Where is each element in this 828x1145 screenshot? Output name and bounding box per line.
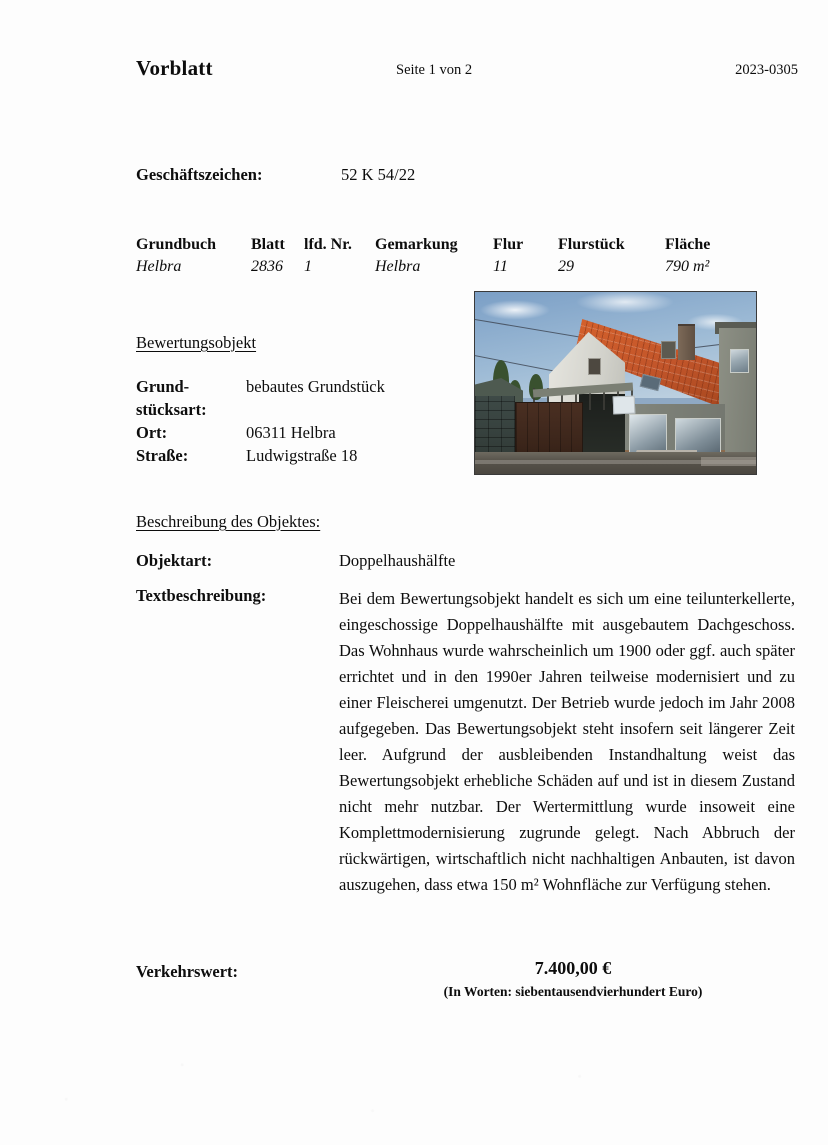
column-header-grundbuch: Grundbuch — [136, 236, 217, 253]
chimney — [678, 324, 695, 360]
field-row-ort — [136, 421, 466, 444]
property-photograph — [474, 291, 757, 475]
case-number-row — [136, 165, 636, 189]
field-row-strasse — [136, 444, 466, 467]
market-value-amount: 7.400,00 € — [534, 958, 612, 978]
page-header — [136, 56, 798, 88]
table-cell-lfd-nr: 1 — [304, 258, 312, 275]
object-type-label: Objektart: — [136, 551, 213, 570]
window — [661, 341, 676, 359]
column-header-flurstueck: Flurstück — [558, 236, 625, 253]
object-type-value: Doppelhaushälfte — [339, 551, 456, 570]
field-label-grundstuecksart — [136, 375, 246, 421]
table-cell-flur: 11 — [493, 258, 508, 275]
field-label-ort: Ort: — [136, 423, 168, 442]
text-description-body: Bei dem Bewertungsobjekt handelt es sich um eine teilunterkellerte, eingeschossige Doppelhaushälfte mit ausgebautem Dachgeschoss. Das Wohnhaus wurde wahrscheinlich um 1900 oder ggf. auch später errichtet und in den 1990er Jahren teilweise modernisiert und zu einer Fleischerei umgenutzt. Der Betrieb wurde jedoch im Jahr 2008 aufgegeben. Das Bewertungsobjekt steht insofern seit längerer Zeit leer. Aufgrund der ausbleibenden Instandhaltung weist das Bewertungsobjekt erhebliche Schäden auf und ist in diesem Zustand nicht mehr nutzbar. Der Wertermittlung wurde insoweit eine Komplettmodernisierung zugrunde gelegt. Nach Abbruch der rückwärtigen, wirtschaftlich nicht nachhaltigen Anbauten, ist davon auszugehen, dass etwa 150 m² Wohnfläche zur Verfügung stehen. — [339, 589, 795, 894]
valuation-object-heading: Bewertungsobjekt — [136, 333, 257, 352]
table-cell-blatt: 2836 — [251, 258, 283, 275]
column-header-gemarkung: Gemarkung — [375, 236, 458, 253]
page-title: Vorblatt — [136, 56, 213, 80]
case-number-value: 52 K 54/22 — [341, 165, 416, 184]
column-header-blatt: Blatt — [251, 236, 285, 253]
table-cell-gemarkung: Helbra — [375, 258, 421, 275]
table-cell-flurstueck: 29 — [558, 258, 574, 275]
table-cell-grundbuch: Helbra — [136, 258, 182, 275]
field-value-strasse: Ludwigstraße 18 — [246, 446, 358, 465]
description-heading: Beschreibung des Objektes: — [136, 512, 321, 531]
market-value-in-words: (In Worten: siebentausendvierhundert Euro) — [443, 984, 703, 999]
text-description-label: Textbeschreibung: — [136, 586, 267, 605]
field-label-line-1: Grund- — [136, 377, 190, 396]
wall-sign — [613, 396, 636, 415]
column-header-flur: Flur — [493, 236, 524, 253]
pavement-patch — [701, 457, 756, 466]
page-indicator: Seite 1 von 2 — [396, 62, 473, 78]
description-section — [136, 512, 556, 532]
document-reference: 2023-0305 — [735, 62, 798, 78]
table-cell-flaeche: 790 m² — [665, 258, 710, 275]
valuation-object-section — [136, 333, 456, 353]
field-value-ort: 06311 Helbra — [246, 423, 336, 442]
field-value-grundstuecksart: bebautes Grundstück — [246, 377, 385, 396]
case-number-label: Geschäftszeichen: — [136, 165, 263, 184]
column-header-flaeche: Fläche — [665, 236, 711, 253]
photograph-content — [475, 292, 756, 474]
field-label-line-2: stücksart: — [136, 400, 207, 419]
field-label-strasse: Straße: — [136, 446, 189, 465]
field-row-grundstuecksart — [136, 375, 466, 421]
shop-window — [629, 414, 667, 456]
valuation-object-fields — [136, 375, 466, 467]
window — [730, 349, 749, 373]
column-header-lfd-nr: lfd. Nr. — [304, 236, 352, 253]
window — [588, 358, 601, 375]
land-registry-table — [136, 236, 756, 282]
market-value-label: Verkehrswert: — [136, 962, 239, 981]
